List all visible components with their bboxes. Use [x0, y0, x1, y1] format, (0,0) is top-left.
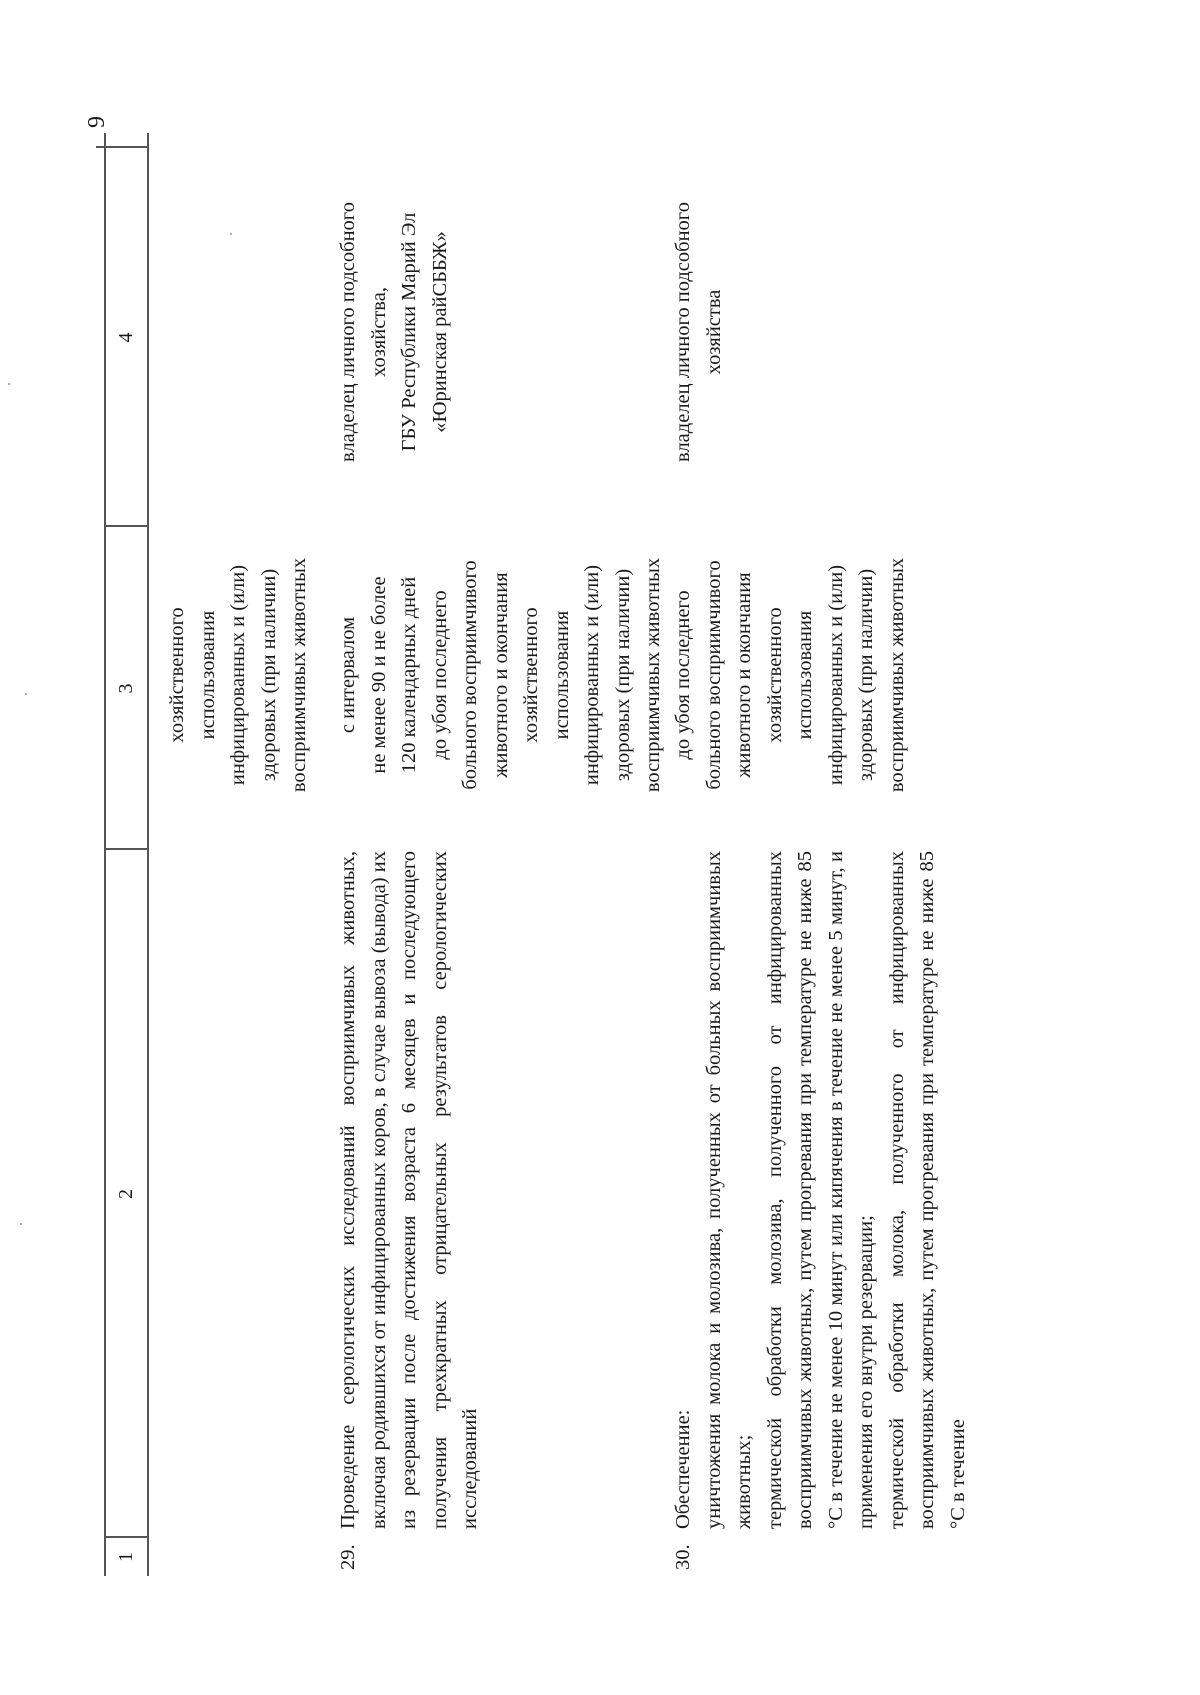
continuation-col3: хозяйственного использования инфицированных и (или) здоровых (при наличии) восприимчивых животных: [166, 557, 310, 793]
scan-speck: [8, 383, 10, 385]
page-number: 9: [84, 116, 110, 128]
scan-speck: [20, 1223, 22, 1225]
row-30-description: Обеспечение: уничтожения молока и молозива, полученных от больных восприимчивых животных; термической обработки молозива, полученного от инфицированных восприимчивых животных, путем прогревания при температуре не ниже 85 °С в течение не менее 10 минут или кипячения в течение не менее 5 минут, и применения его внутри резервации; термической обработки молока, полученного от инфицированных восприимчивых животных, путем прогревания при температуре не ниже 85 °С в течение: [672, 851, 969, 1529]
row-30-period: до убоя последнего больного восприимчивого животного и окончания хозяйственного использования инфицированных и (или) здоровых (при наличии) восприимчивых животных: [672, 557, 908, 793]
scan-speck: [25, 693, 27, 695]
scan-speck: [230, 233, 232, 235]
row-29-period: с интервалом не менее 90 и не более 120 календарных дней до убоя последнего больного восприимчивого животного и окончания хозяйственного использования инфицированных и (или) здоровых (при наличии) восприимчивых животных: [337, 557, 664, 793]
row-30-responsible: владелец личного подсобного хозяйства: [672, 202, 725, 462]
column-header-4: 4: [115, 332, 137, 343]
column-header-1: 1: [115, 1552, 137, 1562]
row-29-number: 29.: [337, 1544, 359, 1570]
column-header-2: 2: [115, 1189, 137, 1199]
column-header-3: 3: [115, 683, 137, 694]
table-header-rule: [147, 133, 149, 1576]
row-29-responsible: владелец личного подсобного хозяйства, ГБУ Республики Марий Эл «Юринская райСББЖ»: [337, 202, 451, 462]
row-30-number: 30.: [672, 1544, 694, 1570]
row-29-description: Проведение серологических исследований восприимчивых животных, включая родившихся от инфицированных коров, в случае вывоза (вывода) их из резервации после достижения возраста 6 месяцев и последующего получения трехкратных отрицательных результатов серологических исследований: [337, 851, 481, 1529]
